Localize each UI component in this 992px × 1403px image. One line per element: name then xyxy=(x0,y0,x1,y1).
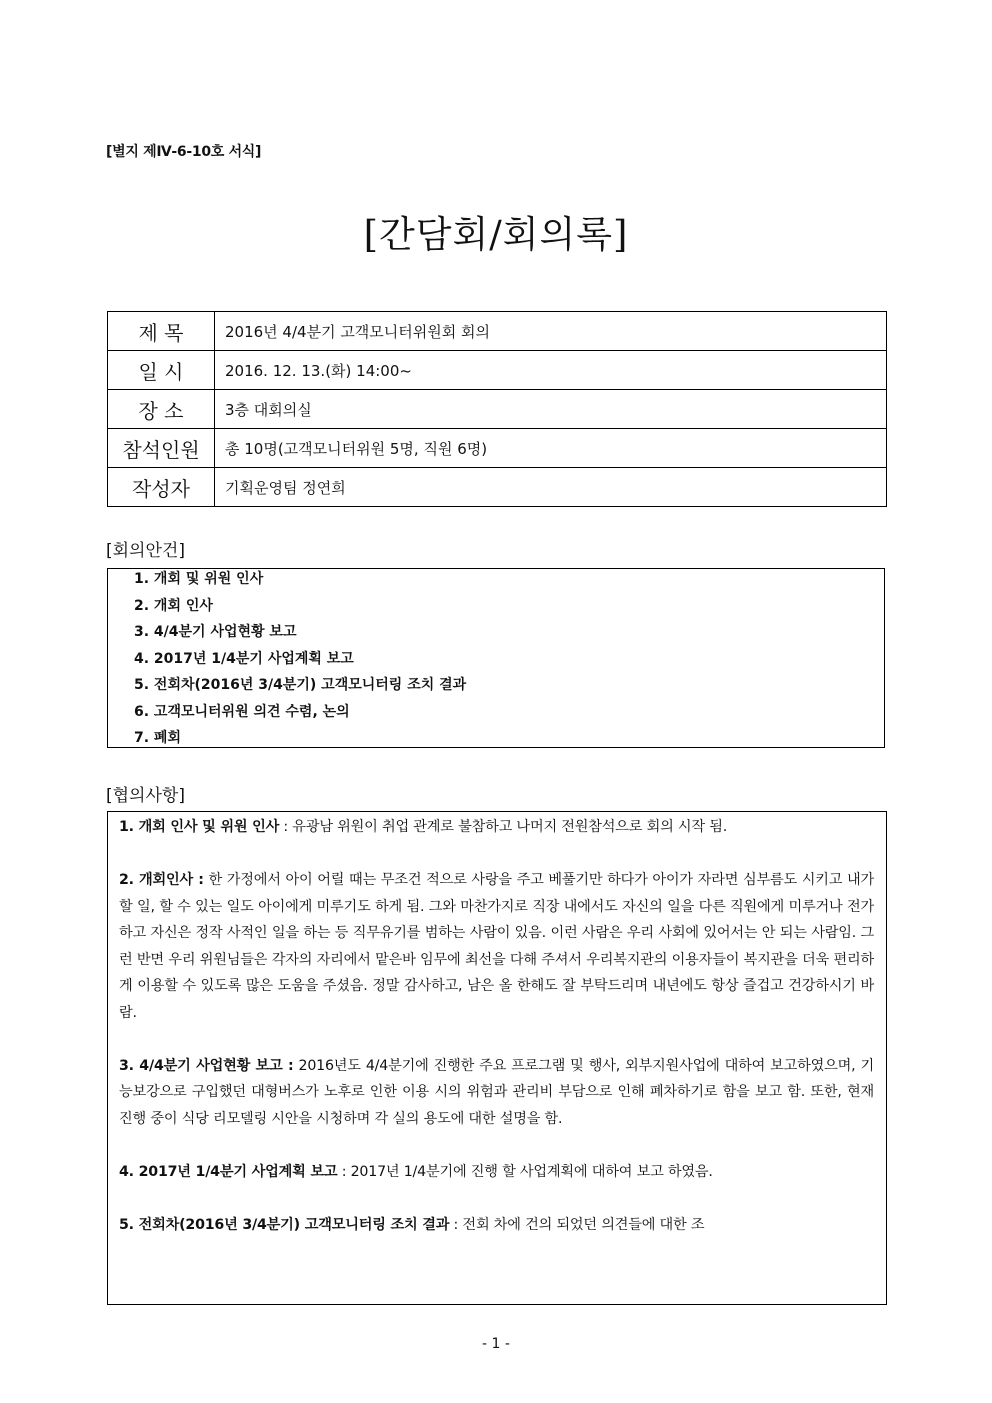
discussion-paragraph xyxy=(119,1053,874,1133)
discussion-item-heading: 3. 4/4분기 사업현황 보고 : xyxy=(119,1057,294,1074)
info-value: 2016년 4/4분기 고객모니터위원회 회의 xyxy=(215,312,887,351)
meeting-info-table xyxy=(107,311,887,507)
discussion-item-heading: 2. 개회인사 : xyxy=(119,872,204,888)
discussion-paragraph xyxy=(119,867,874,1026)
discussion-item-body: : 2017년 1/4분기에 진행 할 사업계획에 대하여 보고 하였음. xyxy=(337,1163,713,1180)
info-value: 2016. 12. 13.(화) 14:00~ xyxy=(215,351,887,390)
info-row-subject xyxy=(108,312,887,351)
agenda-item: 3. 4/4분기 사업현황 보고 xyxy=(134,624,297,640)
agenda-item: 5. 전회차(2016년 3/4분기) 고객모니터링 조치 결과 xyxy=(134,677,467,693)
discussion-item-heading: 4. 2017년 1/4분기 사업계획 보고 xyxy=(119,1163,338,1180)
info-row-datetime xyxy=(108,351,887,390)
discussion-item-body: : 유광남 위원이 취업 관계로 불참하고 나머지 전원참석으로 회의 시작 됨. xyxy=(279,819,728,835)
info-value: 3층 대회의실 xyxy=(215,390,887,429)
info-label: 일 시 xyxy=(108,351,215,390)
agenda-item: 2. 개회 인사 xyxy=(134,597,213,614)
info-row-place xyxy=(108,390,887,429)
discussion-item-body: 2016년도 4/4분기에 진행한 주요 프로그램 및 행사, 외부지원사업에 대하여 보고하였으며, 기능보강으로 구입했던 대형버스가 노후로 인한 이용 시의 위험과 관리비 부담으로 인해 폐차하기로 함을 보고 함. 또한, 현재 진행 중이 식당 리모델링 시안을 시청하며 각 실의 용도에 대한 설명을 함. xyxy=(119,1057,874,1127)
info-label: 장 소 xyxy=(108,390,215,429)
info-label: 제 목 xyxy=(108,312,215,351)
discussion-item-body: : 전회 차에 건의 되었던 의견들에 대한 조 xyxy=(449,1216,705,1233)
agenda-heading: [회의안건] xyxy=(106,541,185,561)
agenda-item: 6. 고객모니터위원 의견 수렴, 논의 xyxy=(134,703,350,720)
info-label: 참석인원 xyxy=(108,429,215,468)
info-label: 작성자 xyxy=(108,468,215,507)
agenda-item: 4. 2017년 1/4분기 사업계획 보고 xyxy=(134,650,354,667)
discussion-paragraph xyxy=(119,814,874,841)
info-value: 총 10명(고객모니터위원 5명, 직원 6명) xyxy=(215,429,887,468)
info-value: 기획운영팀 정연희 xyxy=(215,468,887,507)
discussion-item-heading: 1. 개회 인사 및 위원 인사 xyxy=(119,819,280,835)
info-row-author xyxy=(108,468,887,507)
discussion-item-heading: 5. 전회차(2016년 3/4분기) 고객모니터링 조치 결과 xyxy=(119,1216,450,1233)
agenda-list xyxy=(107,568,885,748)
discussion-paragraph xyxy=(119,1159,874,1186)
discussion-heading: [협의사항] xyxy=(106,786,185,806)
discussion-item-body: 한 가정에서 아이 어릴 때는 무조건 적으로 사랑을 주고 베풀기만 하다가 아이가 자라면 심부름도 시키고 내가 할 일, 할 수 있는 일도 아이에게 미루기도 하게 됨. 그와 마찬가지로 직장 내에서도 자신의 일을 다른 직원에게 미루거나 전가하고 자신은 정작 사적인 일을 하는 등 직무유기를 범하는 사람이 있음. 이런 사람은 우리 사회에 있어서는 안 되는 사람임. 그런 반면 우리 위원님들은 각자의 자리에서 맡은바 임무에 최선을 다해 주셔서 우리복지관의 이용자들이 복지관을 더욱 편리하게 이용할 수 있도록 많은 도움을 주셨음. 정말 감사하고, 남은 올 한해도 잘 부탁드리며 내년에도 항상 즐겁고 건강하시기 바람. xyxy=(119,872,875,1021)
page-number: - 1 - xyxy=(482,1336,510,1352)
agenda-item: 1. 개회 및 위원 인사 xyxy=(134,571,264,587)
discussion-paragraph xyxy=(119,1212,874,1239)
document-title: [간담회/회의록] xyxy=(363,213,629,256)
info-row-attendees xyxy=(108,429,887,468)
agenda-item: 7. 폐회 xyxy=(134,730,181,746)
form-code: [별지 제Ⅳ-6-10호 서식] xyxy=(106,144,262,160)
discussion-box xyxy=(107,811,887,1305)
